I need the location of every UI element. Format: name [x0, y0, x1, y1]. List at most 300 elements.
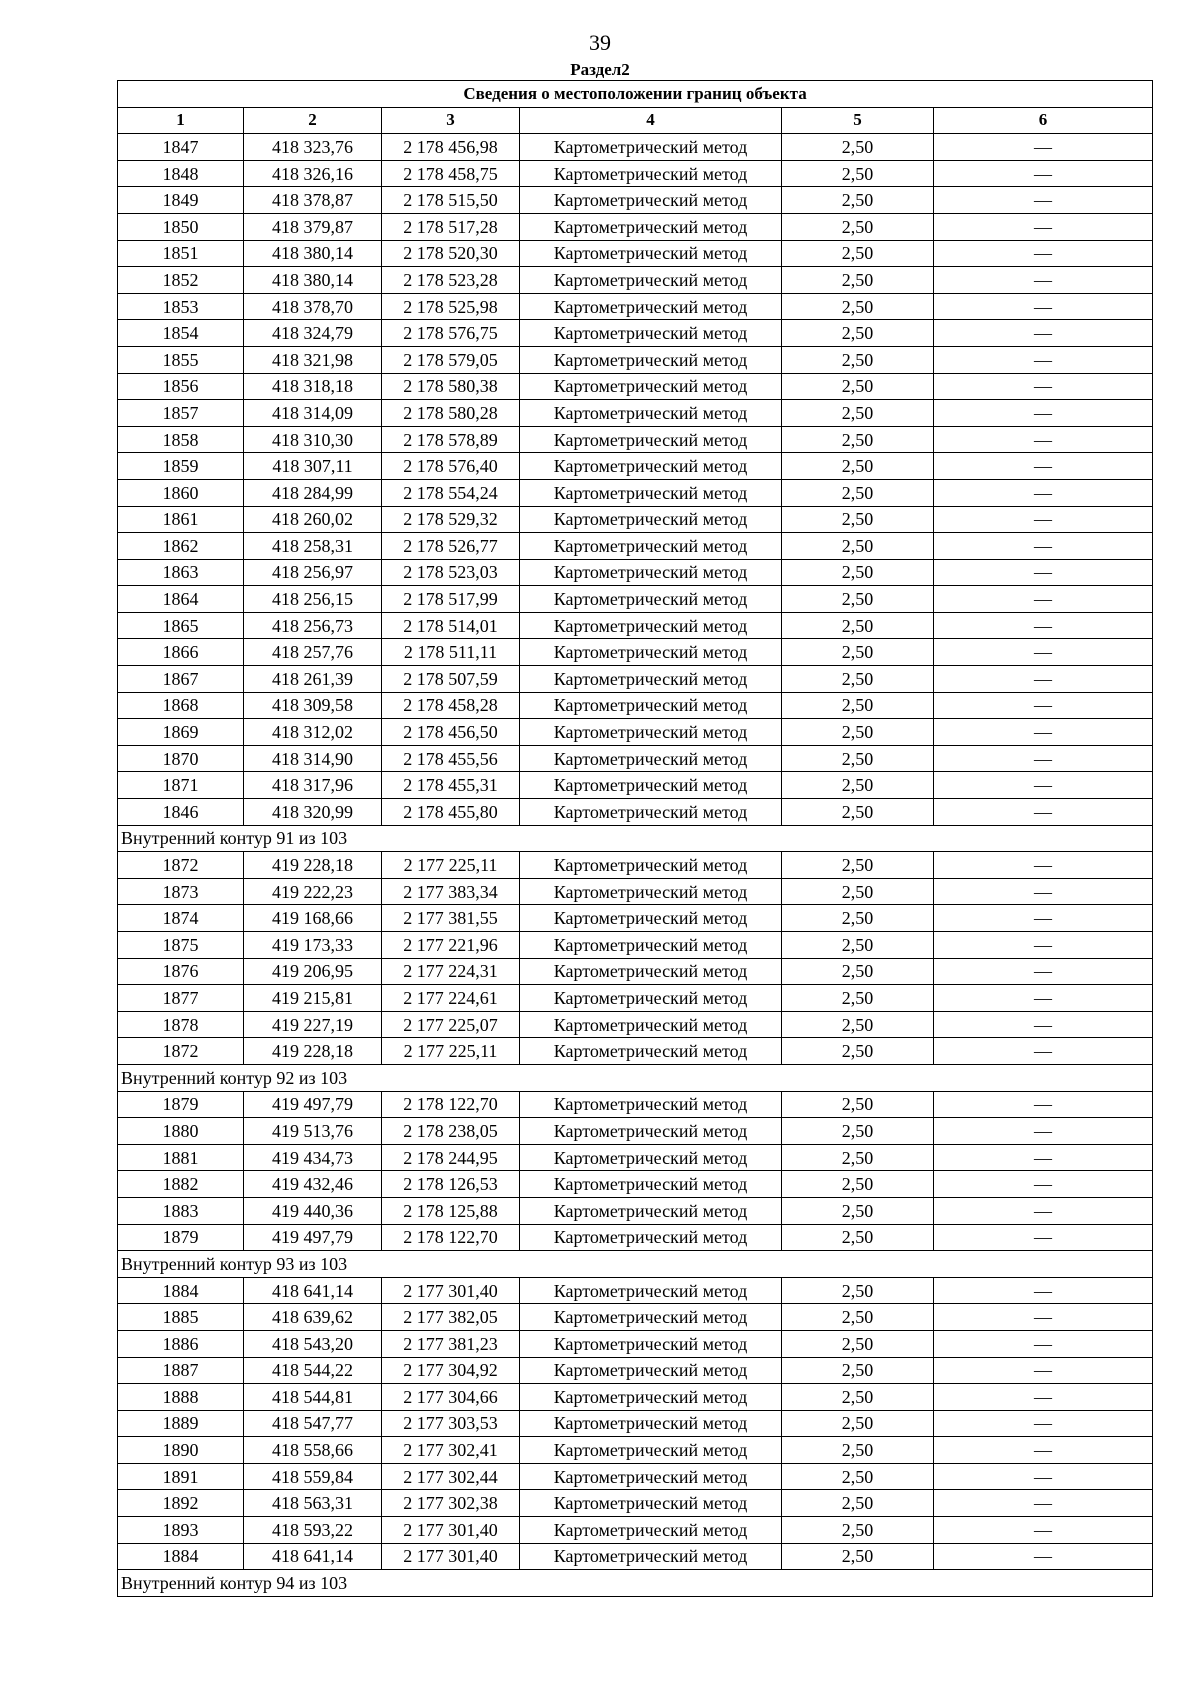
y-coordinate-cell: 2 178 458,75	[382, 160, 520, 187]
description-cell: —	[934, 346, 1153, 373]
accuracy-cell: 2,50	[782, 506, 934, 533]
y-coordinate-cell: 2 178 525,98	[382, 293, 520, 320]
y-coordinate-cell: 2 177 383,34	[382, 878, 520, 905]
table-row	[118, 958, 1153, 985]
description-cell: —	[934, 1224, 1153, 1251]
table-row	[118, 1197, 1153, 1224]
method-cell: Картометрический метод	[520, 320, 782, 347]
x-coordinate-cell: 419 227,19	[244, 1011, 382, 1038]
accuracy-cell: 2,50	[782, 799, 934, 826]
description-cell: —	[934, 320, 1153, 347]
table-row	[118, 745, 1153, 772]
table-row	[118, 453, 1153, 480]
table-row	[118, 932, 1153, 959]
point-number-cell: 1887	[118, 1357, 244, 1384]
description-cell: —	[934, 1490, 1153, 1517]
y-coordinate-cell: 2 178 244,95	[382, 1144, 520, 1171]
method-cell: Картометрический метод	[520, 1118, 782, 1145]
point-number-cell: 1857	[118, 400, 244, 427]
description-cell: —	[934, 1437, 1153, 1464]
point-number-cell: 1882	[118, 1171, 244, 1198]
x-coordinate-cell: 418 380,14	[244, 267, 382, 294]
description-cell: —	[934, 267, 1153, 294]
x-coordinate-cell: 419 497,79	[244, 1091, 382, 1118]
table-row	[118, 1038, 1153, 1065]
y-coordinate-cell: 2 177 381,55	[382, 905, 520, 932]
point-number-cell: 1876	[118, 958, 244, 985]
x-coordinate-cell: 418 559,84	[244, 1463, 382, 1490]
description-cell: —	[934, 373, 1153, 400]
point-number-cell: 1886	[118, 1330, 244, 1357]
accuracy-cell: 2,50	[782, 213, 934, 240]
x-coordinate-cell: 418 543,20	[244, 1330, 382, 1357]
y-coordinate-cell: 2 177 304,66	[382, 1384, 520, 1411]
x-coordinate-cell: 418 261,39	[244, 666, 382, 693]
y-coordinate-cell: 2 178 579,05	[382, 346, 520, 373]
y-coordinate-cell: 2 177 301,40	[382, 1543, 520, 1570]
y-coordinate-cell: 2 178 456,50	[382, 719, 520, 746]
x-coordinate-cell: 418 317,96	[244, 772, 382, 799]
point-number-cell: 1854	[118, 320, 244, 347]
page-number: 39	[589, 30, 611, 55]
description-cell: —	[934, 1357, 1153, 1384]
method-cell: Картометрический метод	[520, 1224, 782, 1251]
x-coordinate-cell: 418 309,58	[244, 692, 382, 719]
y-coordinate-cell: 2 178 511,11	[382, 639, 520, 666]
accuracy-cell: 2,50	[782, 373, 934, 400]
y-coordinate-cell: 2 178 238,05	[382, 1118, 520, 1145]
y-coordinate-cell: 2 177 301,40	[382, 1517, 520, 1544]
x-coordinate-cell: 419 228,18	[244, 852, 382, 879]
accuracy-cell: 2,50	[782, 1171, 934, 1198]
method-cell: Картометрический метод	[520, 1171, 782, 1198]
point-number-cell: 1850	[118, 213, 244, 240]
description-cell: —	[934, 1410, 1153, 1437]
y-coordinate-cell: 2 178 520,30	[382, 240, 520, 267]
description-cell: —	[934, 1091, 1153, 1118]
y-coordinate-cell: 2 177 225,11	[382, 852, 520, 879]
method-cell: Картометрический метод	[520, 1091, 782, 1118]
point-number-cell: 1865	[118, 612, 244, 639]
description-cell: —	[934, 745, 1153, 772]
accuracy-cell: 2,50	[782, 852, 934, 879]
method-cell: Картометрический метод	[520, 1038, 782, 1065]
description-cell: —	[934, 878, 1153, 905]
table-row	[118, 213, 1153, 240]
point-number-cell: 1870	[118, 745, 244, 772]
y-coordinate-cell: 2 177 382,05	[382, 1304, 520, 1331]
table-row	[118, 506, 1153, 533]
accuracy-cell: 2,50	[782, 1490, 934, 1517]
point-number-cell: 1864	[118, 586, 244, 613]
point-number-cell: 1861	[118, 506, 244, 533]
description-cell: —	[934, 1144, 1153, 1171]
column-header: 2	[244, 107, 382, 134]
table-row	[118, 426, 1153, 453]
table-row	[118, 1517, 1153, 1544]
x-coordinate-cell: 418 593,22	[244, 1517, 382, 1544]
method-cell: Картометрический метод	[520, 533, 782, 560]
description-cell: —	[934, 426, 1153, 453]
y-coordinate-cell: 2 178 517,28	[382, 213, 520, 240]
method-cell: Картометрический метод	[520, 799, 782, 826]
method-cell: Картометрический метод	[520, 1144, 782, 1171]
point-number-cell: 1879	[118, 1091, 244, 1118]
accuracy-cell: 2,50	[782, 479, 934, 506]
accuracy-cell: 2,50	[782, 293, 934, 320]
x-coordinate-cell: 418 378,87	[244, 187, 382, 214]
accuracy-cell: 2,50	[782, 1277, 934, 1304]
description-cell: —	[934, 1011, 1153, 1038]
point-number-cell: 1860	[118, 479, 244, 506]
method-cell: Картометрический метод	[520, 267, 782, 294]
table-row	[118, 1304, 1153, 1331]
table-row	[118, 1543, 1153, 1570]
point-number-cell: 1875	[118, 932, 244, 959]
contour-group-row	[118, 1064, 1153, 1091]
description-cell: —	[934, 213, 1153, 240]
method-cell: Картометрический метод	[520, 852, 782, 879]
table-row	[118, 1357, 1153, 1384]
point-number-cell: 1885	[118, 1304, 244, 1331]
y-coordinate-cell: 2 177 303,53	[382, 1410, 520, 1437]
point-number-cell: 1863	[118, 559, 244, 586]
column-header: 1	[118, 107, 244, 134]
method-cell: Картометрический метод	[520, 878, 782, 905]
method-cell: Картометрический метод	[520, 1330, 782, 1357]
point-number-cell: 1877	[118, 985, 244, 1012]
table-row	[118, 1224, 1153, 1251]
table-row	[118, 985, 1153, 1012]
y-coordinate-cell: 2 178 576,40	[382, 453, 520, 480]
section-title: Раздел2	[570, 60, 630, 79]
description-cell: —	[934, 1463, 1153, 1490]
y-coordinate-cell: 2 178 576,75	[382, 320, 520, 347]
table-row	[118, 1437, 1153, 1464]
y-coordinate-cell: 2 178 455,56	[382, 745, 520, 772]
x-coordinate-cell: 419 173,33	[244, 932, 382, 959]
x-coordinate-cell: 419 434,73	[244, 1144, 382, 1171]
method-cell: Картометрический метод	[520, 1384, 782, 1411]
table-row	[118, 878, 1153, 905]
description-cell: —	[934, 905, 1153, 932]
accuracy-cell: 2,50	[782, 346, 934, 373]
description-cell: —	[934, 1304, 1153, 1331]
point-number-cell: 1874	[118, 905, 244, 932]
accuracy-cell: 2,50	[782, 905, 934, 932]
method-cell: Картометрический метод	[520, 639, 782, 666]
accuracy-cell: 2,50	[782, 267, 934, 294]
point-number-cell: 1866	[118, 639, 244, 666]
table-row	[118, 160, 1153, 187]
table-body	[118, 134, 1153, 1597]
x-coordinate-cell: 418 547,77	[244, 1410, 382, 1437]
accuracy-cell: 2,50	[782, 1118, 934, 1145]
description-cell: —	[934, 586, 1153, 613]
method-cell: Картометрический метод	[520, 745, 782, 772]
point-number-cell: 1872	[118, 852, 244, 879]
accuracy-cell: 2,50	[782, 878, 934, 905]
accuracy-cell: 2,50	[782, 1410, 934, 1437]
contour-label: Внутренний контур 93 из 103	[118, 1251, 1153, 1278]
method-cell: Картометрический метод	[520, 1277, 782, 1304]
y-coordinate-cell: 2 178 122,70	[382, 1224, 520, 1251]
y-coordinate-cell: 2 178 580,38	[382, 373, 520, 400]
y-coordinate-cell: 2 178 526,77	[382, 533, 520, 560]
method-cell: Картометрический метод	[520, 559, 782, 586]
accuracy-cell: 2,50	[782, 1517, 934, 1544]
x-coordinate-cell: 418 284,99	[244, 479, 382, 506]
x-coordinate-cell: 418 379,87	[244, 213, 382, 240]
point-number-cell: 1852	[118, 267, 244, 294]
x-coordinate-cell: 419 440,36	[244, 1197, 382, 1224]
y-coordinate-cell: 2 178 515,50	[382, 187, 520, 214]
table-row	[118, 1171, 1153, 1198]
method-cell: Картометрический метод	[520, 1304, 782, 1331]
method-cell: Картометрический метод	[520, 400, 782, 427]
table-row	[118, 1490, 1153, 1517]
description-cell: —	[934, 985, 1153, 1012]
x-coordinate-cell: 418 258,31	[244, 533, 382, 560]
method-cell: Картометрический метод	[520, 346, 782, 373]
table-row	[118, 400, 1153, 427]
x-coordinate-cell: 418 323,76	[244, 134, 382, 161]
method-cell: Картометрический метод	[520, 1543, 782, 1570]
description-cell: —	[934, 559, 1153, 586]
point-number-cell: 1889	[118, 1410, 244, 1437]
description-cell: —	[934, 293, 1153, 320]
accuracy-cell: 2,50	[782, 1011, 934, 1038]
y-coordinate-cell: 2 178 517,99	[382, 586, 520, 613]
y-coordinate-cell: 2 178 578,89	[382, 426, 520, 453]
point-number-cell: 1871	[118, 772, 244, 799]
accuracy-cell: 2,50	[782, 1224, 934, 1251]
table-title: Сведения о местоположении границ объекта	[118, 81, 1153, 108]
accuracy-cell: 2,50	[782, 745, 934, 772]
x-coordinate-cell: 419 228,18	[244, 1038, 382, 1065]
accuracy-cell: 2,50	[782, 1357, 934, 1384]
y-coordinate-cell: 2 178 529,32	[382, 506, 520, 533]
y-coordinate-cell: 2 177 304,92	[382, 1357, 520, 1384]
accuracy-cell: 2,50	[782, 160, 934, 187]
y-coordinate-cell: 2 178 125,88	[382, 1197, 520, 1224]
point-number-cell: 1858	[118, 426, 244, 453]
y-coordinate-cell: 2 178 455,31	[382, 772, 520, 799]
x-coordinate-cell: 419 168,66	[244, 905, 382, 932]
boundary-coordinates-table	[117, 80, 1153, 1597]
accuracy-cell: 2,50	[782, 586, 934, 613]
table-row	[118, 134, 1153, 161]
table-row	[118, 772, 1153, 799]
accuracy-cell: 2,50	[782, 400, 934, 427]
point-number-cell: 1872	[118, 1038, 244, 1065]
accuracy-cell: 2,50	[782, 1144, 934, 1171]
y-coordinate-cell: 2 178 554,24	[382, 479, 520, 506]
point-number-cell: 1862	[118, 533, 244, 560]
y-coordinate-cell: 2 177 302,44	[382, 1463, 520, 1490]
description-cell: —	[934, 719, 1153, 746]
accuracy-cell: 2,50	[782, 453, 934, 480]
method-cell: Картометрический метод	[520, 506, 782, 533]
point-number-cell: 1881	[118, 1144, 244, 1171]
table-row	[118, 586, 1153, 613]
x-coordinate-cell: 418 558,66	[244, 1437, 382, 1464]
description-cell: —	[934, 772, 1153, 799]
point-number-cell: 1892	[118, 1490, 244, 1517]
accuracy-cell: 2,50	[782, 1437, 934, 1464]
method-cell: Картометрический метод	[520, 1517, 782, 1544]
method-cell: Картометрический метод	[520, 213, 782, 240]
accuracy-cell: 2,50	[782, 719, 934, 746]
accuracy-cell: 2,50	[782, 639, 934, 666]
table-row	[118, 1011, 1153, 1038]
y-coordinate-cell: 2 178 458,28	[382, 692, 520, 719]
point-number-cell: 1891	[118, 1463, 244, 1490]
column-number-row	[118, 107, 1153, 134]
method-cell: Картометрический метод	[520, 373, 782, 400]
point-number-cell: 1888	[118, 1384, 244, 1411]
x-coordinate-cell: 419 513,76	[244, 1118, 382, 1145]
method-cell: Картометрический метод	[520, 240, 782, 267]
y-coordinate-cell: 2 177 221,96	[382, 932, 520, 959]
y-coordinate-cell: 2 177 302,41	[382, 1437, 520, 1464]
table-row	[118, 905, 1153, 932]
table-row	[118, 1277, 1153, 1304]
column-header: 3	[382, 107, 520, 134]
table-row	[118, 1118, 1153, 1145]
method-cell: Картометрический метод	[520, 453, 782, 480]
x-coordinate-cell: 418 257,76	[244, 639, 382, 666]
accuracy-cell: 2,50	[782, 985, 934, 1012]
y-coordinate-cell: 2 177 224,31	[382, 958, 520, 985]
contour-group-row	[118, 1251, 1153, 1278]
table-row	[118, 320, 1153, 347]
method-cell: Картометрический метод	[520, 772, 782, 799]
point-number-cell: 1883	[118, 1197, 244, 1224]
accuracy-cell: 2,50	[782, 320, 934, 347]
y-coordinate-cell: 2 177 302,38	[382, 1490, 520, 1517]
point-number-cell: 1867	[118, 666, 244, 693]
point-number-cell: 1868	[118, 692, 244, 719]
table-row	[118, 187, 1153, 214]
x-coordinate-cell: 418 260,02	[244, 506, 382, 533]
contour-label: Внутренний контур 92 из 103	[118, 1064, 1153, 1091]
x-coordinate-cell: 418 321,98	[244, 346, 382, 373]
accuracy-cell: 2,50	[782, 533, 934, 560]
description-cell: —	[934, 1277, 1153, 1304]
accuracy-cell: 2,50	[782, 1384, 934, 1411]
x-coordinate-cell: 418 310,30	[244, 426, 382, 453]
contour-label: Внутренний контур 94 из 103	[118, 1570, 1153, 1597]
point-number-cell: 1880	[118, 1118, 244, 1145]
table-row	[118, 692, 1153, 719]
method-cell: Картометрический метод	[520, 932, 782, 959]
table-row	[118, 1410, 1153, 1437]
accuracy-cell: 2,50	[782, 1091, 934, 1118]
method-cell: Картометрический метод	[520, 1011, 782, 1038]
point-number-cell: 1853	[118, 293, 244, 320]
x-coordinate-cell: 418 641,14	[244, 1277, 382, 1304]
x-coordinate-cell: 418 563,31	[244, 1490, 382, 1517]
method-cell: Картометрический метод	[520, 1490, 782, 1517]
accuracy-cell: 2,50	[782, 1038, 934, 1065]
x-coordinate-cell: 418 256,15	[244, 586, 382, 613]
description-cell: —	[934, 1038, 1153, 1065]
accuracy-cell: 2,50	[782, 559, 934, 586]
accuracy-cell: 2,50	[782, 958, 934, 985]
accuracy-cell: 2,50	[782, 1463, 934, 1490]
table-row	[118, 1091, 1153, 1118]
point-number-cell: 1855	[118, 346, 244, 373]
point-number-cell: 1846	[118, 799, 244, 826]
description-cell: —	[934, 1197, 1153, 1224]
description-cell: —	[934, 612, 1153, 639]
column-header: 4	[520, 107, 782, 134]
table-row	[118, 612, 1153, 639]
x-coordinate-cell: 419 215,81	[244, 985, 382, 1012]
x-coordinate-cell: 418 256,97	[244, 559, 382, 586]
table-row	[118, 1384, 1153, 1411]
method-cell: Картометрический метод	[520, 905, 782, 932]
table-row	[118, 267, 1153, 294]
point-number-cell: 1884	[118, 1277, 244, 1304]
y-coordinate-cell: 2 178 507,59	[382, 666, 520, 693]
method-cell: Картометрический метод	[520, 958, 782, 985]
method-cell: Картометрический метод	[520, 692, 782, 719]
x-coordinate-cell: 418 380,14	[244, 240, 382, 267]
column-header: 6	[934, 107, 1153, 134]
y-coordinate-cell: 2 177 225,07	[382, 1011, 520, 1038]
table-row	[118, 479, 1153, 506]
x-coordinate-cell: 418 326,16	[244, 160, 382, 187]
description-cell: —	[934, 1330, 1153, 1357]
accuracy-cell: 2,50	[782, 666, 934, 693]
method-cell: Картометрический метод	[520, 479, 782, 506]
y-coordinate-cell: 2 178 580,28	[382, 400, 520, 427]
method-cell: Картометрический метод	[520, 586, 782, 613]
table-row	[118, 346, 1153, 373]
table-row	[118, 639, 1153, 666]
description-cell: —	[934, 1171, 1153, 1198]
table-row	[118, 1330, 1153, 1357]
accuracy-cell: 2,50	[782, 1197, 934, 1224]
table-row	[118, 852, 1153, 879]
method-cell: Картометрический метод	[520, 187, 782, 214]
method-cell: Картометрический метод	[520, 985, 782, 1012]
x-coordinate-cell: 418 307,11	[244, 453, 382, 480]
point-number-cell: 1884	[118, 1543, 244, 1570]
method-cell: Картометрический метод	[520, 666, 782, 693]
point-number-cell: 1879	[118, 1224, 244, 1251]
contour-group-row	[118, 825, 1153, 852]
description-cell: —	[934, 1517, 1153, 1544]
table-row	[118, 559, 1153, 586]
method-cell: Картометрический метод	[520, 719, 782, 746]
x-coordinate-cell: 419 497,79	[244, 1224, 382, 1251]
accuracy-cell: 2,50	[782, 187, 934, 214]
accuracy-cell: 2,50	[782, 1304, 934, 1331]
point-number-cell: 1848	[118, 160, 244, 187]
table-row	[118, 533, 1153, 560]
description-cell: —	[934, 932, 1153, 959]
y-coordinate-cell: 2 178 523,28	[382, 267, 520, 294]
point-number-cell: 1859	[118, 453, 244, 480]
table-row	[118, 719, 1153, 746]
method-cell: Картометрический метод	[520, 1463, 782, 1490]
description-cell: —	[934, 958, 1153, 985]
x-coordinate-cell: 418 314,90	[244, 745, 382, 772]
accuracy-cell: 2,50	[782, 134, 934, 161]
